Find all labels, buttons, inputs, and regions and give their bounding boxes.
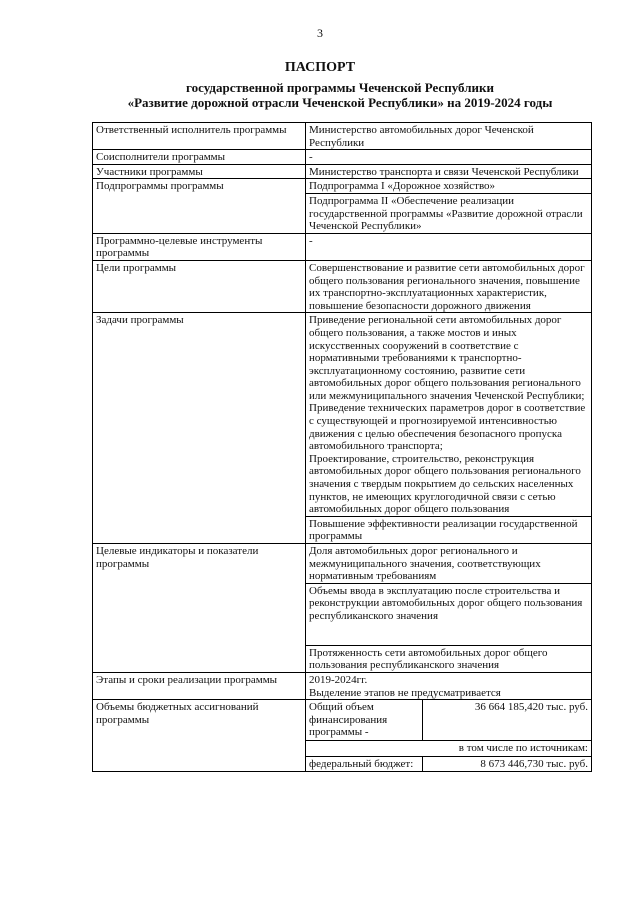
row-value: Повышение эффективности реализации государственной программы: [306, 516, 592, 543]
passport-table: [92, 122, 592, 772]
row-value: Объемы ввода в эксплуатацию после строительства и реконструкции автомобильных дорог общего пользования республиканского значения: [306, 583, 592, 645]
row-label: Объемы бюджетных ассигнований программы: [93, 700, 306, 772]
table-row: [93, 164, 592, 179]
subtitle-line-1: государственной программы Чеченской Республики: [186, 80, 494, 95]
table-row: [93, 123, 592, 150]
document-title: ПАСПОРТ: [284, 60, 356, 75]
table-row: [93, 544, 592, 584]
row-label: Цели программы: [93, 260, 306, 312]
row-value: Подпрограмма II «Обеспечение реализации государственной программы «Развитие дорожной отрасли Чеченской Республики»: [306, 193, 592, 233]
table-row: [93, 672, 592, 699]
total-financing-label: Общий объем финансирования программы -: [306, 700, 423, 740]
row-label: Программно-целевые инструменты программы: [93, 233, 306, 260]
row-value: [306, 672, 592, 699]
row-label: Участники программы: [93, 164, 306, 179]
row-value: Протяженность сети автомобильных дорог общего пользования республиканского значения: [306, 645, 592, 672]
row-value: Подпрограмма I «Дорожное хозяйство»: [306, 179, 592, 194]
row-label: Этапы и сроки реализации программы: [93, 672, 306, 699]
task-item: Приведение технических параметров дорог в соответствие с существующей и прогнозируемой интенсивностью движения с целью обеспечения безопасного пропуска автомобильного транспорта;: [309, 402, 586, 453]
total-financing-value: 36 664 185,420 тыс. руб.: [423, 700, 592, 740]
row-value: -: [306, 150, 592, 165]
row-label: Подпрограммы программы: [93, 179, 306, 233]
task-item: Проектирование, строительство, реконструкция автомобильных дорог общего пользования регионального значения с твердым покрытием до сельских населенных пунктов, не имеющих круглогодичной связи с сетью автомобильных дорог общего пользования: [309, 452, 581, 516]
task-item: Приведение региональной сети автомобильных дорог общего пользования, а также мостов и иных искусственных сооружений в соответствие с нормативными требованиями к транспортно-эксплуатационному состоянию, развитие сети автомобильных дорог общего пользования регионального или межмуниципального значения Чеченской Республики;: [309, 314, 585, 402]
row-value: Совершенствование и развитие сети автомобильных дорог общего пользования регионального значения, повышение их транспортно-эксплуатационных характеристик, повышение безопасности дорожного движения: [306, 260, 592, 312]
page-number: 3: [317, 26, 323, 40]
period-value: 2019-2024гг.: [309, 673, 368, 686]
row-label: Ответственный исполнитель программы: [93, 123, 306, 150]
stages-note: Выделение этапов не предусматривается: [309, 686, 501, 699]
table-row: [93, 700, 592, 772]
table-row: [93, 179, 592, 194]
sources-label: в том числе по источникам:: [306, 740, 591, 756]
federal-budget-value: 8 673 446,730 тыс. руб.: [423, 756, 592, 771]
table-row: [93, 233, 592, 260]
financing-table: [306, 700, 591, 771]
row-label: Задачи программы: [93, 313, 306, 544]
table-row: [93, 260, 592, 312]
row-value: [306, 313, 592, 517]
row-label: Соисполнители программы: [93, 150, 306, 165]
table-row: [93, 313, 592, 517]
subtitle-line-2: «Развитие дорожной отрасли Чеченской Республики» на 2019-2024 годы: [127, 95, 553, 110]
row-label: Целевые индикаторы и показатели программы: [93, 544, 306, 673]
row-value: -: [306, 233, 592, 260]
federal-budget-label: федеральный бюджет:: [306, 756, 423, 771]
row-value: [306, 700, 592, 772]
document-subtitle: [60, 80, 620, 110]
row-value: Доля автомобильных дорог регионального и межмуниципального значения, соответствующих нормативным требованиям: [306, 544, 592, 584]
table-row: [93, 150, 592, 165]
row-value: Министерство автомобильных дорог Чеченской Республики: [306, 123, 592, 150]
row-value: Министерство транспорта и связи Чеченской Республики: [306, 164, 592, 179]
